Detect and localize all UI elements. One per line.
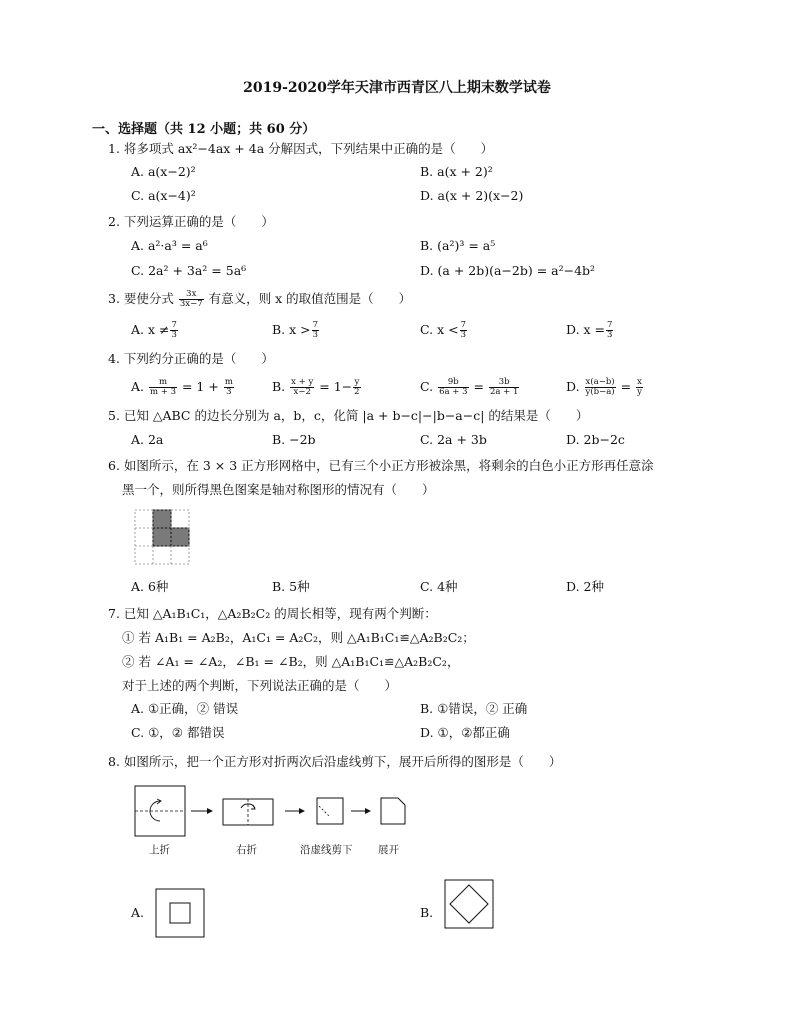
q3-a-num: 7 [171, 320, 177, 330]
q3-option-c [420, 321, 468, 340]
q8-caption-fold-right: 右折 [236, 844, 257, 856]
q3-option-d [566, 321, 614, 340]
q4-d-num: x(a−b) [585, 377, 615, 387]
q4-d-mid: = [620, 378, 632, 394]
section-heading: 一、选择题（共 12 小题；共 60 分） [92, 122, 316, 137]
q3-frac-denominator: 3x−7 [179, 298, 203, 309]
q4-c-den: 6a + 3 [439, 386, 468, 397]
q4-b-den: x−2 [293, 386, 311, 397]
q3-d-num: 7 [607, 320, 613, 330]
q4-b-den2: 2 [354, 386, 360, 397]
q8-option-a-figure [155, 888, 205, 938]
q4-c-label: C. [420, 378, 434, 394]
q3-frac-numerator: 3x [179, 290, 204, 300]
q1-option-c: C. a(x−4)² [131, 188, 196, 203]
question-7-judgment-1: ① 若 A₁B₁ = A₂B₂，A₁C₁ = A₂C₂，则 △A₁B₁C₁≌△A₂B₂C₂； [122, 630, 475, 645]
q3-c-num: 7 [460, 320, 466, 330]
q8-caption-unfold: 展开 [378, 844, 399, 856]
q7-option-d: D. ①，②都正确 [420, 725, 510, 740]
q4-c-num2: 3b [489, 378, 519, 388]
q2-option-c: C. 2a² + 3a² = 5a⁶ [131, 263, 247, 278]
q4-d-den: y(b−a) [585, 386, 615, 397]
q6-option-c: C. 4种 [420, 579, 458, 594]
q3-option-a [131, 321, 179, 340]
q2-option-b: B. (a²)³ = a⁵ [420, 238, 496, 253]
q6-option-d: D. 2种 [566, 579, 604, 594]
q8-caption-fold-up: 上折 [149, 844, 170, 856]
q5-option-a: A. 2a [131, 432, 164, 447]
q4-option-d [566, 378, 644, 397]
question-6-stem-line1: 6. 如图所示，在 3 × 3 正方形网格中，已有三个小正方形被涂黑，将剩余的白色小正方形再任意涂 [108, 458, 654, 473]
q7-option-c: C. ①，② 都错误 [131, 725, 225, 740]
q6-option-a: A. 6种 [131, 579, 169, 594]
q4-a-label: A. [131, 378, 145, 394]
q3-c-den: 3 [460, 329, 466, 340]
q4-b-num2: y [354, 377, 360, 387]
q4-a-num: m [149, 378, 177, 388]
q4-a-den2: 3 [226, 386, 232, 397]
q5-option-b: B. −2b [272, 432, 316, 447]
q4-d-label: D. [566, 378, 580, 394]
q3-d-den: 3 [607, 329, 613, 340]
q6-grid-figure [135, 510, 189, 564]
page-title: 2019-2020学年天津市西青区八上期末数学试卷 [243, 80, 551, 96]
question-4-stem: 4. 下列约分正确的是（ ） [108, 351, 274, 366]
q4-option-b [272, 378, 362, 397]
q8-option-b-label: B. [420, 905, 434, 920]
q7-option-a: A. ①正确，② 错误 [131, 701, 239, 716]
q3-stem-prefix: 3. 要使分式 [108, 290, 174, 306]
q3-stem-fraction [179, 290, 204, 309]
q7-option-b: B. ①错误，② 正确 [420, 701, 528, 716]
q3-a-text: A. x ≠ [131, 321, 170, 337]
question-7-judgment-2: ② 若 ∠A₁ = ∠A₂，∠B₁ = ∠B₂，则 △A₁B₁C₁≌△A₂B₂C₂， [122, 654, 460, 669]
q1-option-b: B. a(x + 2)² [420, 164, 493, 179]
q5-option-d: D. 2b−2c [566, 432, 625, 447]
q5-option-c: C. 2a + 3b [420, 432, 487, 447]
question-7-stem-line1: 7. 已知 △A₁B₁C₁，△A₂B₂C₂ 的周长相等，现有两个判断： [108, 606, 437, 621]
question-8-stem: 8. 如图所示，把一个正方形对折两次后沿虚线剪下，展开后所得的图形是（ ） [108, 754, 562, 769]
q8-caption-cut: 沿虚线剪下 [300, 844, 353, 856]
q4-b-label: B. [272, 378, 286, 394]
q4-a-den: m + 3 [150, 386, 176, 397]
q8-option-a-label: A. [131, 905, 145, 920]
question-5-stem: 5. 已知 △ABC 的边长分别为 a，b，c，化简 |a + b−c|−|b−a−c| 的结果是（ ） [108, 408, 589, 423]
q1-option-d: D. a(x + 2)(x−2) [420, 188, 524, 203]
q3-c-text: C. x < [420, 321, 459, 337]
q3-b-den: 3 [312, 329, 319, 340]
q3-option-b [272, 321, 320, 340]
q4-a-mid: = 1 + [181, 378, 219, 394]
q4-option-a [131, 378, 235, 397]
question-3-stem [108, 290, 411, 309]
q8-folding-diagram [133, 784, 413, 839]
q3-stem-suffix: 有意义，则 x 的取值范围是（ ） [208, 290, 412, 306]
q8-option-b-figure [444, 879, 494, 929]
question-1-stem: 1. 将多项式 ax²−4ax + 4a 分解因式，下列结果中正确的是（ ） [108, 141, 494, 156]
q2-option-a: A. a²·a³ = a⁶ [131, 238, 208, 253]
q6-option-b: B. 5种 [272, 579, 310, 594]
q3-b-text: B. x > [272, 321, 311, 337]
q4-b-mid: = 1− [319, 378, 353, 394]
q4-option-c [420, 378, 520, 397]
question-7-stem-line4: 对于上述的两个判断，下列说法正确的是（ ） [122, 678, 398, 693]
q4-a-num2: m [224, 377, 233, 387]
q4-b-num: x + y [291, 377, 314, 387]
q3-d-text: D. x = [566, 321, 606, 337]
q1-option-a: A. a(x−2)² [131, 164, 196, 179]
q4-c-mid: = [473, 378, 484, 394]
q2-option-d: D. (a + 2b)(a−2b) = a²−4b² [420, 263, 596, 278]
q3-b-num: 7 [312, 320, 319, 330]
q3-a-den: 3 [171, 329, 177, 340]
question-2-stem: 2. 下列运算正确的是（ ） [108, 214, 274, 229]
q4-d-den2: y [637, 386, 642, 397]
q4-d-num2: x [637, 377, 642, 387]
question-6-stem-line2: 黑一个，则所得黑色图案是轴对称图形的情况有（ ） [122, 482, 435, 497]
q4-c-den2: 2a + 1 [489, 386, 519, 397]
q4-c-num: 9b [438, 378, 468, 388]
